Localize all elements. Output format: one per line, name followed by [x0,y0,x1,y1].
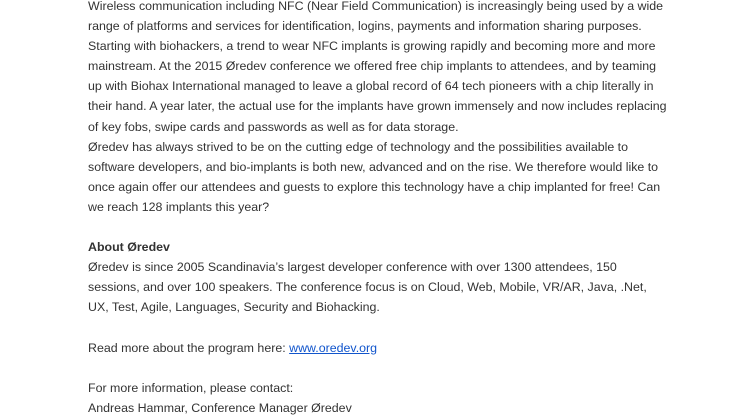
oredev-website-link[interactable]: www.oredev.org [289,340,378,355]
about-paragraph: Øredev is since 2005 Scandinavia’s largest developer conference with over 1300 attendees, 150 sessions, and over 100 speakers. The conference focus is on Cloud, Web, Mobile, VR/AR, Java, .Net, UX, Test, Agile, Languages, Security and Biohacking. [88,260,647,315]
read-more-text: Read more about the program here: [88,340,290,355]
contact-heading: For more information, please contact: [88,380,294,395]
spacer [88,217,678,237]
about-heading: About Øredev [88,240,170,255]
second-paragraph: Øredev has always strived to be on the cutting edge of technology and the possibilities available to software developers, and bio-implants is both new, advanced and on the rise. We therefore would like to once again offer our attendees and guests to explore this technology have a chip implanted for free! Can we reach 128 implants this year? [88,139,661,214]
read-more-line [88,338,678,358]
intro-paragraph: Wireless communication including NFC (Near Field Communication) is increasingly being used by a wide range of platforms and services for identification, logins, payments and information sharing purposes. Starting with biohackers, a trend to wear NFC implants is growing rapidly and becoming more and more mainstream. At the 2015 Øredev conference we offered free chip implants to attendees, and by teaming up with Biohax International managed to leave a global record of 64 tech pioneers with a chip literally in their hand. A year later, the actual use for the implants have grown immensely and now includes replacing of key fobs, swipe cards and passwords as well as for data storage. [88,0,667,134]
spacer [88,318,678,338]
contact-name: Andreas Hammar, Conference Manager Øredev [88,400,352,415]
spacer [88,358,678,378]
document-body [88,0,678,418]
